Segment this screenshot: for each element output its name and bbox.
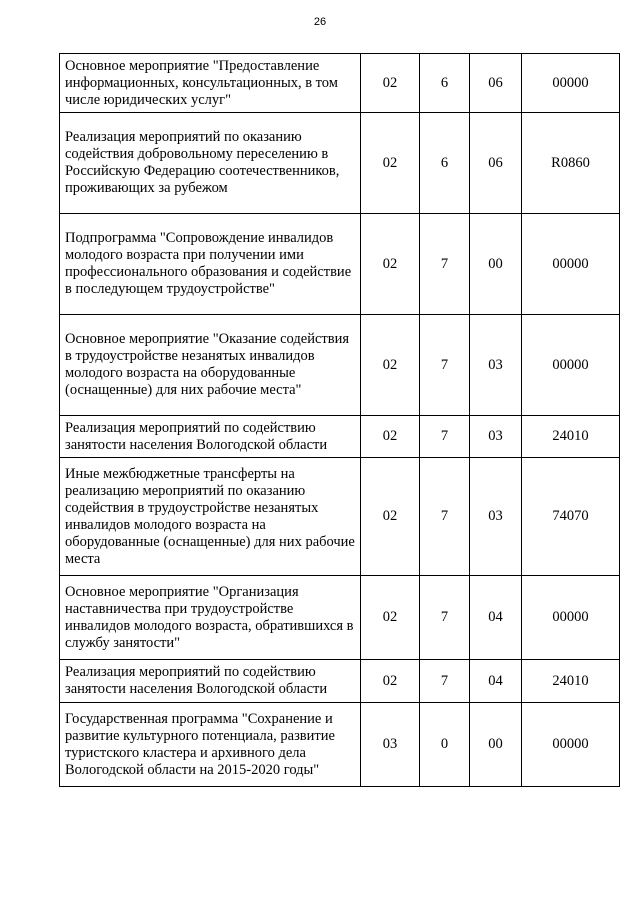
code-cell-1: 02 <box>361 660 420 703</box>
row-name-cell: Реализация мероприятий по содействию занятости населения Вологодской области <box>60 660 361 703</box>
code-cell-3: 00 <box>470 214 522 315</box>
code-cell-3: 06 <box>470 113 522 214</box>
table-row <box>60 576 620 660</box>
code-cell-2: 7 <box>420 315 470 416</box>
code-cell-4: 00000 <box>522 576 620 660</box>
code-cell-1: 02 <box>361 315 420 416</box>
row-name-cell: Реализация мероприятий по содействию занятости населения Вологодской области <box>60 416 361 458</box>
code-cell-4: 74070 <box>522 458 620 576</box>
code-cell-2: 7 <box>420 458 470 576</box>
table-row <box>60 703 620 787</box>
code-cell-3: 04 <box>470 660 522 703</box>
row-name-cell: Иные межбюджетные трансферты на реализацию мероприятий по оказанию содействия в трудоустройстве незанятых инвалидов молодого возраста на оборудованные (оснащенные) для них рабочие места <box>60 458 361 576</box>
code-cell-4: 00000 <box>522 703 620 787</box>
code-cell-1: 03 <box>361 703 420 787</box>
code-cell-4: 24010 <box>522 416 620 458</box>
page-number: 26 <box>313 16 327 28</box>
code-cell-1: 02 <box>361 113 420 214</box>
table-row <box>60 54 620 113</box>
code-cell-2: 0 <box>420 703 470 787</box>
table-row <box>60 113 620 214</box>
row-name-cell: Основное мероприятие "Предоставление информационных, консультационных, в том числе юридических услуг" <box>60 54 361 113</box>
code-cell-1: 02 <box>361 214 420 315</box>
code-cell-2: 7 <box>420 576 470 660</box>
code-cell-4: 00000 <box>522 315 620 416</box>
code-cell-1: 02 <box>361 54 420 113</box>
table-row <box>60 315 620 416</box>
row-name-cell: Основное мероприятие "Оказание содействия в трудоустройстве незанятых инвалидов молодого возраста на оборудованные (оснащенные) для них рабочие места" <box>60 315 361 416</box>
row-name-cell: Реализация мероприятий по оказанию содействия добровольному переселению в Российскую Федерацию соотечественников, проживающих за рубежом <box>60 113 361 214</box>
code-cell-4: 24010 <box>522 660 620 703</box>
code-cell-4: R0860 <box>522 113 620 214</box>
code-cell-2: 7 <box>420 660 470 703</box>
code-cell-1: 02 <box>361 416 420 458</box>
code-cell-3: 03 <box>470 315 522 416</box>
table-row <box>60 660 620 703</box>
table-row <box>60 214 620 315</box>
code-cell-3: 04 <box>470 576 522 660</box>
code-cell-3: 03 <box>470 458 522 576</box>
code-cell-2: 7 <box>420 416 470 458</box>
code-cell-1: 02 <box>361 576 420 660</box>
row-name-cell: Государственная программа "Сохранение и развитие культурного потенциала, развитие туристского кластера и архивного дела Вологодской области на 2015-2020 годы" <box>60 703 361 787</box>
code-cell-3: 03 <box>470 416 522 458</box>
code-cell-2: 6 <box>420 54 470 113</box>
row-name-cell: Подпрограмма "Сопровождение инвалидов молодого возраста при получении ими профессионального образования и содействие в последующем трудоустройстве" <box>60 214 361 315</box>
row-name-cell: Основное мероприятие "Организация наставничества при трудоустройстве инвалидов молодого возраста, обратившихся в службу занятости" <box>60 576 361 660</box>
code-cell-1: 02 <box>361 458 420 576</box>
code-cell-3: 06 <box>470 54 522 113</box>
code-cell-3: 00 <box>470 703 522 787</box>
table-row <box>60 458 620 576</box>
code-cell-4: 00000 <box>522 214 620 315</box>
code-cell-2: 6 <box>420 113 470 214</box>
code-cell-2: 7 <box>420 214 470 315</box>
code-cell-4: 00000 <box>522 54 620 113</box>
budget-table <box>59 53 620 787</box>
table-row <box>60 416 620 458</box>
